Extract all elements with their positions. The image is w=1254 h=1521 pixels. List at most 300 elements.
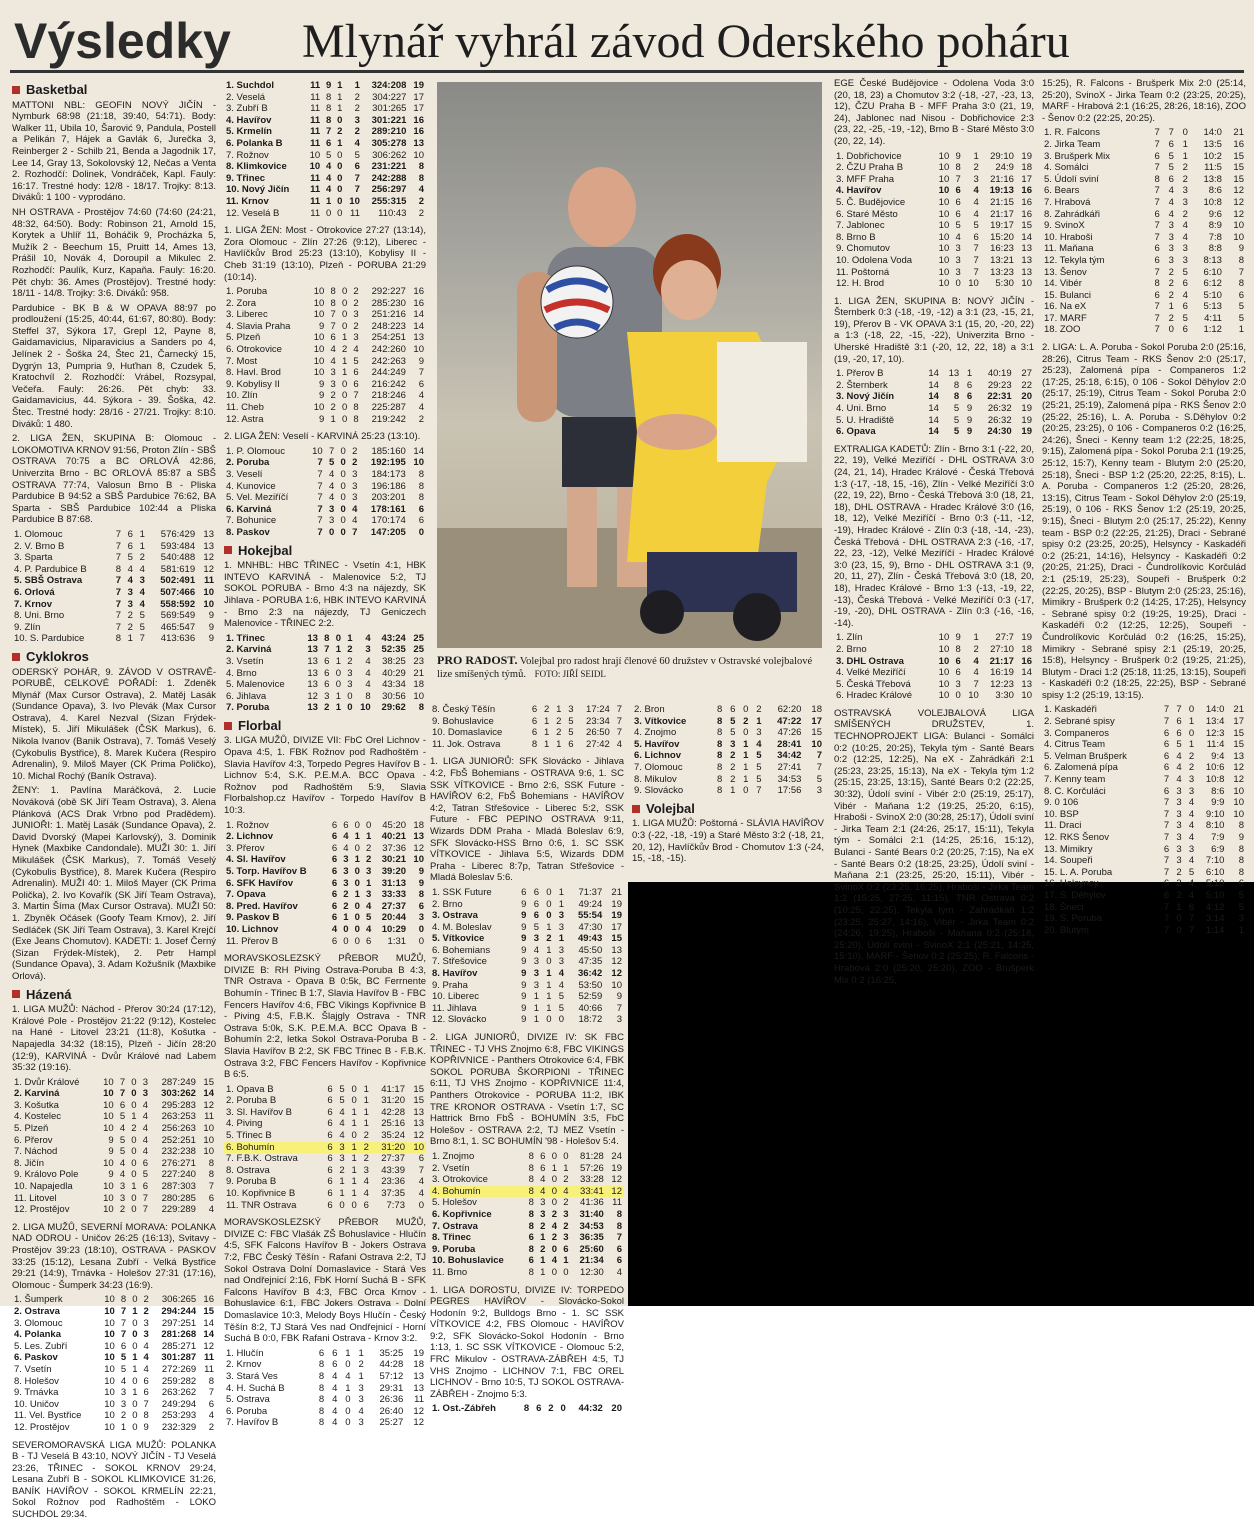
caption-title: PRO RADOST. <box>437 653 518 667</box>
stat-cell: 3 <box>127 598 133 610</box>
stat-cell: 0 <box>131 1157 137 1169</box>
stat-cell: 26:32 <box>987 414 1012 426</box>
table-row <box>1042 185 1246 197</box>
table-row <box>224 115 426 127</box>
stat-cell: 5 <box>366 912 372 924</box>
article-text: MORAVSKOSLEZSKÝ PŘEBOR MUŽŮ, DIVIZE B: RH Piving Ostrava-Poruba B 4:3, TNR Ostrava - Opava B 0:5k, BC Ferrnente Bohumín - Třinec B 1:7, Slavia Havířov B - FBC Fencers Havířov 4:6, FBC Vikings Kopřivnice B - Piving 4:5, F.B.K. Šlajgly Ostrava - TNR Ostrava 5:0k, S.K. P.E.M.A. BCC Opava B - Bohumín 2:2, letka Sokol Ostrava-Poruba B - Slavia Havířov B 2:2, SK FBC Třinec B - F.B.K. Ostrava 3:2, FBC Fencers Havířov - Kopřivnice B 6:5. <box>224 953 426 1081</box>
stat-cell: 9 <box>955 150 961 162</box>
stat-cell: 1 <box>558 886 565 898</box>
stat-cell: 10 <box>938 150 950 162</box>
stat-cell: 259:282 <box>161 1375 197 1387</box>
stat-cell: 13 <box>1021 254 1032 266</box>
table-row <box>430 1221 624 1233</box>
table-row <box>430 704 624 716</box>
stat-cell: 6 <box>324 655 330 667</box>
stat-cell: 4 <box>533 944 539 956</box>
stat-cell: 10 <box>938 254 950 266</box>
stat-cell: 6 <box>331 866 338 877</box>
stat-cell: 21 <box>1233 127 1244 139</box>
table-row <box>430 1244 624 1256</box>
table-row <box>224 208 426 220</box>
team-cell: 4. Sl. Havířov <box>226 854 286 866</box>
standings-table <box>632 704 824 797</box>
team-cell: 5. Plzeň <box>226 332 261 344</box>
stat-cell: 12 <box>203 552 214 564</box>
stat-cell: 6 <box>1163 843 1170 855</box>
stat-cell: 2 <box>343 889 349 901</box>
stat-cell: 1 <box>546 1002 552 1014</box>
table-row <box>224 820 426 832</box>
stat-cell: 14 <box>928 403 939 415</box>
stat-cell: 10 <box>104 1352 115 1364</box>
team-cell: 3. Veselí <box>226 469 263 480</box>
stat-cell: 0 <box>340 480 346 492</box>
stat-cell: 281:268 <box>161 1329 197 1341</box>
stat-cell: 8 <box>353 413 359 425</box>
stat-cell: 8 <box>717 761 723 773</box>
stat-cell: 2 <box>143 1305 149 1317</box>
stat-cell: 7 <box>1163 924 1170 936</box>
stat-cell: 3 <box>533 956 539 968</box>
stat-cell: 19 <box>1021 632 1032 644</box>
table-row <box>12 1193 216 1205</box>
standings-table <box>224 446 426 539</box>
team-cell: 3. Liberec <box>226 309 268 321</box>
stat-cell: 7 <box>1154 231 1160 243</box>
stat-cell: 8 <box>1154 173 1160 185</box>
column-4 <box>632 702 824 880</box>
stat-cell: 11 <box>310 195 321 207</box>
team-cell: 3. Olomouc <box>14 1317 63 1329</box>
stat-cell: 4 <box>973 185 979 197</box>
stat-cell: 2 <box>347 655 353 667</box>
table-row <box>224 901 426 913</box>
stat-cell: 2 <box>1168 278 1174 290</box>
stat-cell: 6 <box>1238 289 1244 301</box>
table-row <box>224 1383 426 1395</box>
team-cell: 11. Přerov B <box>226 935 279 947</box>
stat-cell: 8 <box>418 889 424 901</box>
table-row <box>224 866 426 878</box>
stat-cell: 0 <box>1188 704 1195 716</box>
stat-cell: 27:37 <box>381 1153 405 1165</box>
stat-cell: 10 <box>104 1305 115 1317</box>
stat-cell: 1 <box>556 704 562 715</box>
stat-cell: 18 <box>413 819 424 831</box>
stat-cell: 2 <box>143 1294 149 1306</box>
stat-cell: 1 <box>973 632 979 644</box>
table-row <box>430 1163 624 1175</box>
table-row <box>224 912 426 924</box>
stat-cell: 2 <box>563 1220 569 1232</box>
stat-cell: 10 <box>938 655 950 667</box>
stat-cell: 10 <box>413 344 424 356</box>
stat-cell: 13 <box>307 667 318 679</box>
stat-cell: 4 <box>366 923 372 935</box>
stat-cell: 185:160 <box>371 445 406 457</box>
stat-cell: 9 <box>319 320 325 332</box>
team-cell: 4. Slavia Praha <box>226 320 291 332</box>
stat-cell: 6 <box>332 1347 338 1359</box>
stat-cell: 3 <box>120 1387 127 1399</box>
stat-cell: 6 <box>332 1359 338 1371</box>
table-row <box>632 727 824 739</box>
team-cell: 3. Nový Jičín <box>836 391 895 403</box>
stat-cell: 9 <box>319 378 325 390</box>
table-row <box>1042 739 1246 751</box>
stat-cell: 52:59 <box>578 991 603 1003</box>
team-cell: 5. Havířov <box>634 738 680 750</box>
table-row <box>12 1204 216 1216</box>
stat-cell: 6 <box>331 831 338 843</box>
stat-cell: 0 <box>366 819 372 831</box>
team-cell: 11. Vel. Bystřice <box>14 1410 82 1422</box>
stat-cell: 0 <box>546 898 552 910</box>
stat-cell: 13 <box>413 1382 424 1394</box>
stat-cell: 203:201 <box>371 492 406 504</box>
team-cell: 17. MARF <box>1044 312 1087 324</box>
stat-cell: 5 <box>120 1352 127 1364</box>
table-row <box>430 1267 624 1279</box>
table-row <box>224 656 426 668</box>
team-cell: 19. S. Poruba <box>1044 913 1103 925</box>
stat-cell: 6 <box>208 1192 214 1204</box>
team-cell: 2. Vsetín <box>432 1162 470 1174</box>
stat-cell: 6 <box>331 912 338 924</box>
stat-cell: 6 <box>1154 208 1160 220</box>
stat-cell: 27 <box>1021 368 1032 380</box>
stat-cell: 16 <box>1021 185 1032 197</box>
stat-cell: 192:195 <box>370 457 406 469</box>
table-row <box>1042 255 1246 267</box>
stat-cell: 1 <box>543 738 550 750</box>
stat-cell: 9 <box>521 898 527 910</box>
stat-cell: 4 <box>332 1370 338 1382</box>
table-row <box>12 1111 216 1123</box>
stat-cell: 507:466 <box>160 586 196 598</box>
stat-cell: 21 <box>413 667 424 679</box>
team-cell: 10. S. Pardubice <box>14 633 85 645</box>
stat-cell: 10 <box>938 185 950 197</box>
table-row <box>1042 902 1246 914</box>
team-cell: 2. Zora <box>226 297 257 309</box>
stat-cell: 10:8 <box>1205 774 1225 786</box>
stat-cell: 10 <box>360 702 371 714</box>
table-row <box>834 185 1034 197</box>
stat-cell: 7 <box>1238 266 1244 278</box>
table-row <box>1042 716 1246 728</box>
stat-cell: 301:265 <box>372 103 407 115</box>
stat-cell: 1 <box>756 715 762 727</box>
stat-cell: 8 <box>528 1243 534 1255</box>
stat-cell: 5 <box>127 552 133 564</box>
table-row <box>224 668 426 680</box>
stat-cell: 21:34 <box>579 1255 604 1267</box>
stat-cell: 303:262 <box>161 1088 196 1100</box>
stat-cell: 0 <box>337 172 343 184</box>
stat-cell: 8 <box>208 1157 214 1169</box>
stat-cell: 4 <box>1188 889 1195 901</box>
stat-cell: 18 <box>413 679 424 691</box>
stat-cell: 3 <box>127 586 133 598</box>
stat-cell: 1 <box>366 831 372 843</box>
table-row <box>834 368 1034 380</box>
stat-cell: 4 <box>332 1382 338 1394</box>
table-row <box>224 332 426 344</box>
stat-cell: 1 <box>358 1370 364 1382</box>
stat-cell: 6 <box>330 332 336 344</box>
stat-cell: 19:17 <box>990 220 1014 232</box>
stat-cell: 0 <box>1176 913 1182 925</box>
stat-cell: 4 <box>142 1123 149 1135</box>
table-row <box>12 1181 216 1193</box>
article-text: 1. LIGA MUŽŮ: Poštorná - SLÁVIA HAVÍŘOV 0:3 (-22, -18, -19) a Staré Město 3:2 (-18, 21, 20, 12), Havlíčkův Brod - Chomutov 1:3 (-24, 15, -18, -15). <box>632 818 824 865</box>
stat-cell: 13 <box>1021 678 1032 690</box>
stat-cell: 0 <box>341 286 348 298</box>
stat-cell: 28:41 <box>777 738 802 750</box>
stat-cell: 4 <box>551 1220 558 1232</box>
stat-cell: 10 <box>938 278 950 290</box>
stat-cell: 10 <box>968 690 979 702</box>
table-row <box>1042 855 1246 867</box>
stat-cell: 3 <box>816 785 822 797</box>
stat-cell: 4 <box>326 184 332 196</box>
team-cell: 6. Paskov <box>14 1352 58 1364</box>
standings-table <box>12 1294 216 1433</box>
stat-cell: 4 <box>540 1174 546 1186</box>
team-cell: 1. Kaskadéři <box>1044 704 1097 716</box>
team-cell: 9. SvinoX <box>1044 220 1085 232</box>
stat-cell: 7 <box>317 480 323 492</box>
stat-cell: 4 <box>756 738 762 750</box>
stat-cell: 1 <box>341 367 348 379</box>
stat-cell: 0 <box>558 1014 565 1026</box>
stat-cell: 10 <box>1021 278 1032 290</box>
table-row <box>834 220 1034 232</box>
stat-cell: 6 <box>955 185 961 197</box>
stat-cell: 33:41 <box>580 1185 604 1197</box>
stat-cell: 9 <box>521 979 527 991</box>
stat-cell: 44:32 <box>578 1403 603 1415</box>
table-row <box>224 103 426 115</box>
stat-cell: 2 <box>973 643 979 655</box>
stat-cell: 1 <box>335 644 342 656</box>
stat-cell: 1 <box>743 750 749 762</box>
stat-cell: 2 <box>353 320 359 332</box>
stat-cell: 35:25 <box>379 1347 404 1359</box>
stat-cell: 4 <box>328 480 335 492</box>
stat-cell: 1 <box>363 1106 369 1118</box>
stat-cell: 10 <box>938 632 950 644</box>
stat-cell: 4 <box>540 1185 546 1197</box>
stat-cell: 7 <box>1188 913 1195 925</box>
stat-cell: 43:39 <box>381 1164 405 1176</box>
stat-cell: 14 <box>928 426 939 438</box>
table-row <box>224 843 426 855</box>
stat-cell: 21:17 <box>990 208 1014 220</box>
stat-cell: 3 <box>1168 254 1174 266</box>
team-cell: 3. Zubří B <box>226 103 268 115</box>
stat-cell: 10 <box>611 979 622 991</box>
stat-cell: 8 <box>143 1410 149 1422</box>
team-cell: 1. Zlín <box>836 632 863 644</box>
stat-cell: 1 <box>543 727 550 739</box>
table-row <box>1042 844 1246 856</box>
team-cell: 2. Karviná <box>14 1088 60 1100</box>
stat-cell: 44:28 <box>379 1359 404 1371</box>
stat-cell: 15 <box>1233 173 1244 185</box>
stat-cell: 15 <box>203 1076 214 1088</box>
stat-cell: 7 <box>418 367 424 379</box>
stat-cell: 3 <box>343 854 349 866</box>
stat-cell: 3 <box>339 1141 345 1153</box>
stat-cell: 8 <box>115 633 121 645</box>
stat-cell: 10:2 <box>1203 150 1222 162</box>
stat-cell: 11 <box>310 91 321 103</box>
stat-cell: 1 <box>1188 716 1195 728</box>
stat-cell: 6 <box>540 1162 546 1174</box>
stat-cell: 3 <box>533 968 539 980</box>
table-row <box>224 390 426 402</box>
stat-cell: 7 <box>1163 855 1170 867</box>
stat-cell: 7 <box>317 469 323 480</box>
stat-cell: 7 <box>1163 832 1170 843</box>
table-row <box>1042 797 1246 809</box>
team-cell: 3. Vítkovice <box>634 715 687 727</box>
stat-cell: 7 <box>317 526 323 538</box>
stat-cell: 15 <box>1233 150 1244 162</box>
table-row <box>430 1174 624 1186</box>
woman-figure <box>607 232 817 652</box>
stat-cell: 8 <box>717 704 723 715</box>
stat-cell: 12 <box>611 968 622 980</box>
stat-cell: 19 <box>1021 403 1032 415</box>
stat-cell: 6 <box>343 819 349 831</box>
stat-cell: 3 <box>558 944 565 956</box>
stat-cell: 0 <box>347 690 353 702</box>
stat-cell: 7 <box>1154 312 1160 324</box>
table-row <box>632 762 824 774</box>
table-row <box>430 933 624 945</box>
stat-cell: 7 <box>816 750 822 762</box>
stat-cell: 3 <box>358 1382 364 1394</box>
team-cell: 4. Kostelec <box>14 1111 61 1123</box>
article-text: MATTONI NBL: GEOFIN NOVÝ JIČÍN - Nymburk 68:98 (21:18, 39:40, 54:71). Body: Walker 11, Ubila 10, Šarović 9, Pandula, Postell a Pelikán 7, Hájek a Gavlák 6, Jurečka 3, Reinberger 2 - Schilb 21, Benda a Jagodnik 17, Lee 14, Gray 13, Sokolovský 12, Nečas a Venta 2. Rozhodčí: Dolinek, Vondráček, Kapl. Fauly: 16:17. Trestné hody: 12/8 - 18/17. Trojky: 8:13. Diváků: 1 100 - vyprodáno. <box>12 99 216 204</box>
stat-cell: 0 <box>340 445 346 457</box>
article-text: 1. LIGA MUŽŮ: Náchod - Přerov 30:24 (17:12), Králové Pole - Prostějov 21:22 (9:12), Kostelec na Hané - Litovel 23:21 (11:8), Košutka - Napajedla 34:32 (18:15), Plzeň - Jičín 28:20 (12:9), KARVINÁ - Dvůr Králové nad Labem 35:32 (19:16). <box>12 1004 216 1074</box>
stat-cell: 4 <box>1188 855 1195 867</box>
table-row <box>224 633 426 645</box>
team-cell: 1. Třinec <box>226 632 266 644</box>
stat-cell: 12 <box>611 1185 622 1197</box>
stat-cell: 10 <box>313 332 325 344</box>
photo-caption <box>437 654 822 681</box>
team-cell: 10. Uničov <box>14 1398 59 1410</box>
stat-cell: 13 <box>611 944 622 956</box>
standings-table <box>224 820 426 948</box>
stat-cell: 10 <box>309 161 321 173</box>
stat-cell: 7 <box>1163 901 1170 913</box>
stat-cell: 10 <box>103 1192 114 1204</box>
table-row <box>430 1403 624 1415</box>
stat-cell: 10 <box>203 1146 214 1158</box>
team-cell: 8. Havl. Brod <box>226 367 281 379</box>
stat-cell: 6 <box>324 667 330 679</box>
table-row <box>224 150 426 162</box>
stat-cell: 13 <box>1021 243 1032 255</box>
stat-cell: 3 <box>1176 808 1182 820</box>
stat-cell: 0 <box>551 1197 558 1209</box>
stat-cell: 8 <box>531 738 538 750</box>
stat-cell: 6 <box>955 196 961 208</box>
team-cell: 11. Draci <box>1044 820 1082 832</box>
stat-cell: 40:66 <box>578 1002 603 1014</box>
stat-cell: 10 <box>938 643 950 655</box>
stat-cell: 1 <box>132 1352 138 1364</box>
stat-cell: 1 <box>351 1106 357 1118</box>
stat-cell: 7 <box>119 1088 126 1100</box>
stat-cell: 4 <box>143 1363 149 1375</box>
stat-cell: 0 <box>418 935 424 947</box>
stat-cell: 6 <box>418 900 424 912</box>
stat-cell: 2 <box>337 126 343 138</box>
table-row <box>1042 832 1246 844</box>
table-row <box>12 1364 216 1376</box>
stat-cell: 6 <box>142 1157 149 1169</box>
stat-cell: 1 <box>1238 924 1244 936</box>
stat-cell: 6 <box>1163 878 1170 890</box>
table-row <box>224 504 426 516</box>
stat-cell: 242:260 <box>371 344 406 356</box>
stat-cell: 10 <box>103 1157 114 1169</box>
stat-cell: 8 <box>418 172 424 184</box>
stat-cell: 7:9 <box>1211 832 1225 843</box>
stat-cell: 0 <box>131 1134 137 1146</box>
stat-cell: 6 <box>142 1181 149 1193</box>
stat-cell: 4 <box>558 968 565 980</box>
stat-cell: 9 <box>108 1134 114 1146</box>
team-cell: 11. Jok. Ostrava <box>432 738 501 750</box>
stat-cell: 3 <box>343 877 349 889</box>
stat-cell: 0 <box>337 195 343 207</box>
stat-cell: 2 <box>543 704 550 715</box>
stat-cell: 10 <box>938 231 950 243</box>
standings-table <box>430 1403 624 1415</box>
team-cell: 5. Česká Třebová <box>836 678 911 690</box>
stat-cell: 0 <box>340 492 346 504</box>
article-text: 3. LIGA MUŽŮ, DIVIZE VII: FbC Orel Lichnov - Opava 4:5, 1. FBK Rožnov pod Radhoštěm - Slavia Havířov 4:3, Torpedo Pegres Havířov B - Lichnov 5:4, S.K. P.E.M.A. BCC Opava - Rožnov pod Radhoštěm 5:9, Slavia Florbalshop.cz Havířov - Torpedo Havířov B 10:3. <box>224 735 426 817</box>
stat-cell: 13 <box>413 1370 424 1382</box>
stat-cell: 9 <box>108 1169 114 1181</box>
team-cell: 12. Astra <box>226 413 264 425</box>
table-row <box>224 1417 426 1429</box>
stat-cell: 5 <box>558 1002 565 1014</box>
stat-cell: 26:40 <box>379 1405 404 1417</box>
stat-cell: 1 <box>546 991 552 1003</box>
stat-cell: 19 <box>413 80 424 91</box>
stat-cell: 17 <box>611 921 622 933</box>
stat-cell: 1 <box>366 877 372 889</box>
team-cell: 12. Prostějov <box>14 1204 70 1216</box>
table-row <box>224 515 426 527</box>
team-cell: 8. Havířov <box>432 968 478 980</box>
stat-cell: 4 <box>973 667 979 679</box>
stat-cell: 7 <box>1163 797 1170 809</box>
stat-cell: 0 <box>351 1083 357 1095</box>
team-cell: 7. Havířov B <box>226 1417 279 1429</box>
stat-cell: 3 <box>366 889 372 901</box>
table-row <box>1042 786 1246 798</box>
